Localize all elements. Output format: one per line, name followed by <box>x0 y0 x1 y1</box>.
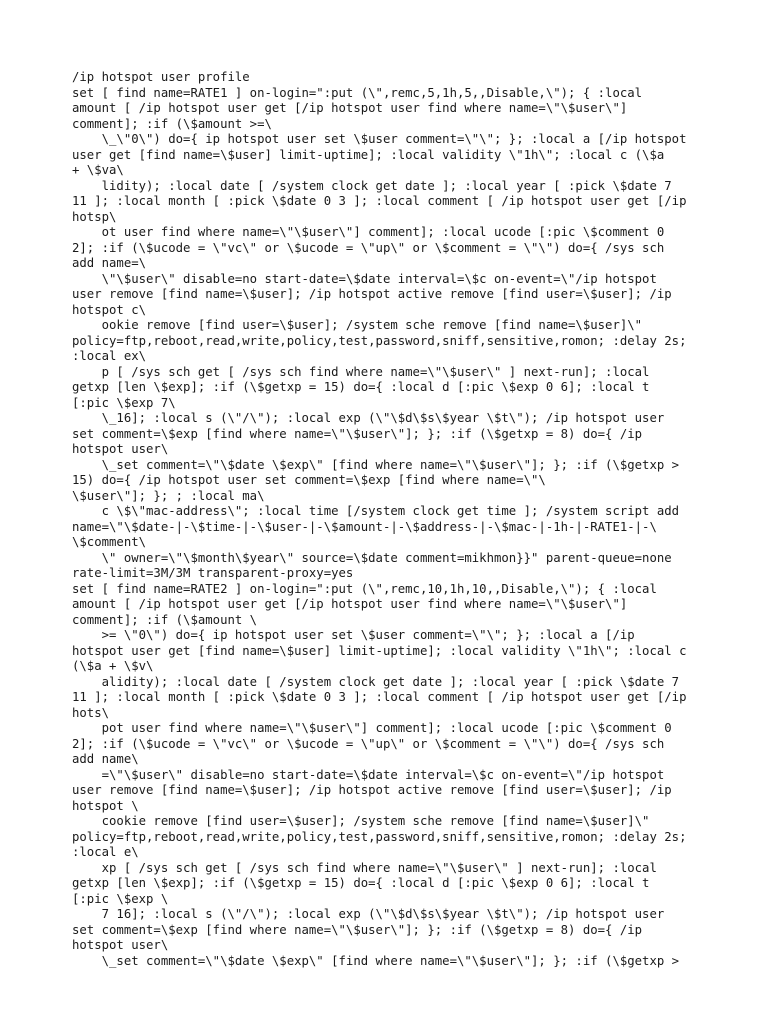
text-line: alidity); :local date [ /system clock get date ]; :local year [ :pick \$date 7 <box>72 674 680 689</box>
text-line: getxp [len \$exp]; :if (\$getxp = 15) do={ :local d [:pic \$exp 0 6]; :local t <box>72 380 650 394</box>
text-line: \" owner=\"\$month\$year\" source=\$date comment=mikhmon}}" parent-queue=none <box>72 550 672 565</box>
text-line: cookie remove [find user=\$user]; /system sche remove [find name=\$user]\" <box>72 814 650 828</box>
text-line: 2]; :if (\$ucode = \"vc\" or \$ucode = \"up\" or \$comment = \"\") do={ /sys sch <box>72 736 665 751</box>
text-line: set comment=\$exp [find where name=\"\$user\"]; }; :if (\$getxp = 8) do={ /ip <box>72 922 643 937</box>
text-line: \$user\"]; }; ; :local ma\ <box>72 488 265 503</box>
text-line: xp [ /sys sch get [ /sys sch find where name=\"\$user\" ] next-run]; :local <box>72 860 657 875</box>
text-line: /ip hotspot user profile <box>72 70 250 84</box>
text-line: hotspot \ <box>72 798 139 813</box>
text-line: =\"\$user\" disable=no start-date=\$date interval=\$c on-event=\"/ip hotspot <box>72 767 665 782</box>
text-line: add name=\ <box>72 256 147 270</box>
text-line: set [ find name=RATE2 ] on-login=":put (\",remc,10,1h,10,,Disable,\"); { :local <box>72 581 657 596</box>
text-line: add name\ <box>72 752 139 766</box>
text-line: \_set comment=\"\$date \$exp\" [find where name=\"\$user\"]; }; :if (\$getxp > <box>72 953 680 968</box>
text-line: 11 ]; :local month [ :pick \$date 0 3 ]; :local comment [ /ip hotspot user get [/ip <box>72 690 687 704</box>
text-line: comment]; :if (\$amount \ <box>72 612 258 627</box>
text-line: policy=ftp,reboot,read,write,policy,test,password,sniff,sensitive,romon; :delay 2s; <box>72 333 687 348</box>
text-line: \$comment\ <box>72 535 147 549</box>
text-line: ookie remove [find user=\$user]; /system sche remove [find name=\$user]\" <box>72 318 643 332</box>
document-page <box>72 70 712 969</box>
text-line: 2]; :if (\$ucode = \"vc\" or \$ucode = \"up\" or \$comment = \"\") do={ /sys sch <box>72 240 665 255</box>
text-line: set [ find name=RATE1 ] on-login=":put (\",remc,5,1h,5,,Disable,\"); { :local <box>72 85 643 100</box>
text-line: \_\"0\") do={ ip hotspot user set \$user comment=\"\"; }; :local a [/ip hotspot <box>72 132 687 146</box>
text-line: (\$a + \$v\ <box>72 659 154 673</box>
text-line: name=\"\$date-|-\$time-|-\$user-|-\$amount-|-\$address-|-\$mac-|-1h-|-RATE1-|-\ <box>72 519 657 534</box>
text-line: rate-limit=3M/3M transparent-proxy=yes <box>72 566 354 580</box>
text-line: user remove [find name=\$user]; /ip hotspot active remove [find user=\$user]; /ip <box>72 287 672 301</box>
text-line: hotspot user get [find name=\$user] limit-uptime]; :local validity \"1h\"; :local c <box>72 643 687 658</box>
text-line: hotspot c\ <box>72 302 147 317</box>
text-line: \_set comment=\"\$date \$exp\" [find where name=\"\$user\"]; }; :if (\$getxp > <box>72 457 680 472</box>
text-line: hotspot user\ <box>72 442 169 456</box>
text-line: \"\$user\" disable=no start-date=\$date interval=\$c on-event=\"/ip hotspot <box>72 271 657 286</box>
text-line: :local ex\ <box>72 349 147 363</box>
text-line: getxp [len \$exp]; :if (\$getxp = 15) do={ :local d [:pic \$exp 0 6]; :local t <box>72 876 650 890</box>
text-line: >= \"0\") do={ ip hotspot user set \$user comment=\"\"; }; :local a [/ip <box>72 628 635 642</box>
text-line: amount [ /ip hotspot user get [/ip hotspot user find where name=\"\$user\"] <box>72 101 628 115</box>
text-line: pot user find where name=\"\$user\"] comment]; :local ucode [:pic \$comment 0 <box>72 721 672 735</box>
text-line: 15) do={ /ip hotspot user set comment=\$exp [find where name=\"\ <box>72 473 546 487</box>
text-line: lidity); :local date [ /system clock get date ]; :local year [ :pick \$date 7 <box>72 178 672 193</box>
text-line: amount [ /ip hotspot user get [/ip hotspot user find where name=\"\$user\"] <box>72 597 628 611</box>
text-line: p [ /sys sch get [ /sys sch find where name=\"\$user\" ] next-run]; :local <box>72 364 650 379</box>
text-line: 7 16]; :local s (\"/\"); :local exp (\"\$d\$s\$year \$t\"); /ip hotspot user <box>72 907 665 921</box>
text-line: comment]; :if (\$amount >=\ <box>72 116 272 131</box>
text-line: [:pic \$exp 7\ <box>72 395 176 410</box>
text-line: \_16]; :local s (\"/\"); :local exp (\"\$d\$s\$year \$t\"); /ip hotspot user <box>72 411 665 425</box>
text-line: ot user find where name=\"\$user\"] comment]; :local ucode [:pic \$comment 0 <box>72 225 665 239</box>
text-line: hotspot user\ <box>72 938 169 952</box>
text-line: c \$\"mac-address\"; :local time [/system clock get time ]; /system script add <box>72 504 680 518</box>
text-line: :local e\ <box>72 845 139 859</box>
text-line: + \$va\ <box>72 163 124 177</box>
text-line: user remove [find name=\$user]; /ip hotspot active remove [find user=\$user]; /ip <box>72 783 672 797</box>
text-line: 11 ]; :local month [ :pick \$date 0 3 ]; :local comment [ /ip hotspot user get [/ip <box>72 194 687 208</box>
text-line: user get [find name=\$user] limit-uptime]; :local validity \"1h\"; :local c (\$a <box>72 147 665 162</box>
text-line: [:pic \$exp \ <box>72 891 169 906</box>
text-line: policy=ftp,reboot,read,write,policy,test,password,sniff,sensitive,romon; :delay 2s; <box>72 829 687 844</box>
text-line: hotsp\ <box>72 209 117 224</box>
text-line: hots\ <box>72 705 110 720</box>
text-line: set comment=\$exp [find where name=\"\$user\"]; }; :if (\$getxp = 8) do={ /ip <box>72 426 643 441</box>
